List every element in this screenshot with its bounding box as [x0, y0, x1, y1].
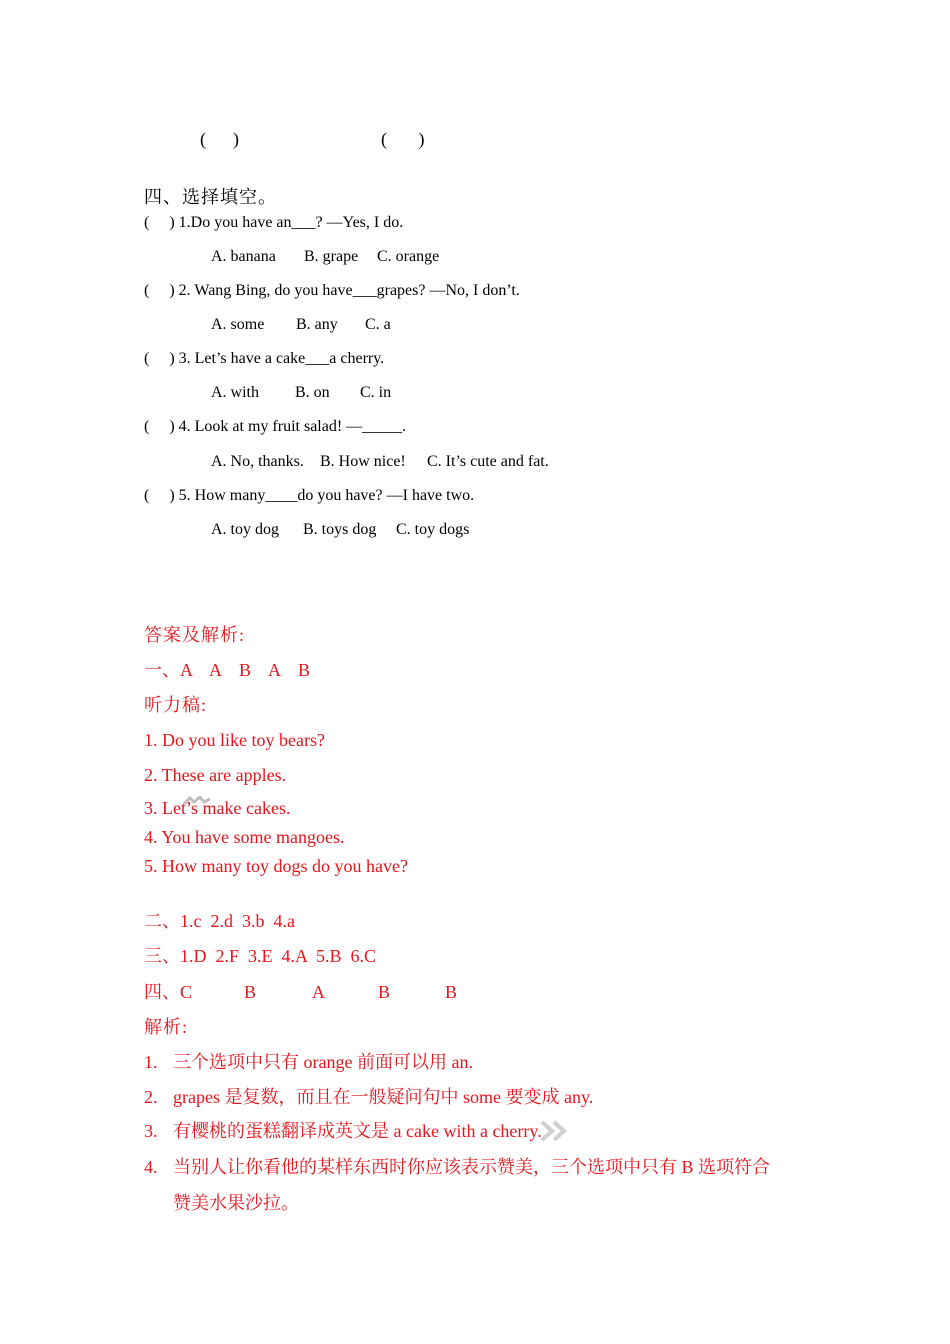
- option-c: C. It’s cute and fat.: [427, 453, 549, 470]
- question-stem: ( ) 4. Look at my fruit salad! —_____.: [144, 418, 407, 435]
- option-b: B. grape: [304, 248, 359, 265]
- answer-bracket-1: ( ): [200, 129, 239, 149]
- question-stem: ( ) 1.Do you have an___? —Yes, I do.: [144, 214, 404, 231]
- analysis-number: 1.: [144, 1052, 158, 1072]
- watermark-icon: [538, 1118, 570, 1144]
- option-b: B. toys dog: [303, 521, 377, 538]
- option-c: C. orange: [377, 248, 440, 265]
- option-a: A. toy dog: [211, 521, 279, 538]
- analysis-text-continued: 赞美水果沙拉。: [173, 1193, 299, 1213]
- listening-line: 1. Do you like toy bears?: [144, 730, 325, 750]
- option-c: C. in: [360, 384, 392, 401]
- option-a: A. some: [211, 316, 265, 333]
- option-a: A. with: [211, 384, 259, 401]
- analysis-heading: 解析:: [144, 1017, 189, 1037]
- analysis-text: 当别人让你看他的某样东西时你应该表示赞美，三个选项中只有 B 选项符合: [173, 1157, 771, 1177]
- analysis-number: 2.: [144, 1087, 158, 1107]
- question-stem: ( ) 5. How many____do you have? —I have two.: [144, 487, 475, 504]
- option-b: B. on: [295, 384, 330, 401]
- answers-part4-value: B: [244, 982, 257, 1002]
- listening-line: 2. These are apples.: [144, 765, 287, 785]
- answers-part3: 三、1.D 2.F 3.E 4.A 5.B 6.C: [144, 946, 377, 966]
- answers-part4-label: 四、C: [144, 982, 193, 1002]
- option-b: B. any: [296, 316, 338, 333]
- section-title: 四、选择填空。: [144, 187, 277, 207]
- answers-part4-value: A: [312, 982, 325, 1002]
- listening-line: 3. Let’s make cakes.: [144, 798, 291, 818]
- answers-part2: 二、1.c 2.d 3.b 4.a: [144, 911, 295, 931]
- question-stem: ( ) 2. Wang Bing, do you have___grapes? —No, I don’t.: [144, 282, 520, 299]
- answers-part1: 一、A A B A B: [144, 660, 311, 680]
- question-stem: ( ) 3. Let’s have a cake___a cherry.: [144, 350, 385, 367]
- listening-line: 4. You have some mangoes.: [144, 827, 345, 847]
- option-c: C. toy dogs: [396, 521, 470, 538]
- answer-bracket-2: ( ): [381, 129, 425, 149]
- option-c: C. a: [365, 316, 391, 333]
- answers-part4-value: B: [378, 982, 391, 1002]
- option-a: A. No, thanks.: [211, 453, 304, 470]
- listening-line: 5. How many toy dogs do you have?: [144, 856, 408, 876]
- analysis-number: 3.: [144, 1121, 158, 1141]
- listening-heading: 听力稿:: [144, 695, 208, 715]
- answers-heading: 答案及解析:: [144, 625, 246, 645]
- answers-part4-value: B: [445, 982, 458, 1002]
- analysis-text: grapes 是复数，而且在一般疑问句中 some 要变成 any.: [173, 1087, 594, 1107]
- analysis-number: 4.: [144, 1157, 158, 1177]
- analysis-text: 有樱桃的蛋糕翻译成英文是 a cake with a cherry.: [173, 1121, 542, 1141]
- analysis-text: 三个选项中只有 orange 前面可以用 an.: [173, 1052, 473, 1072]
- option-a: A. banana: [211, 248, 276, 265]
- option-b: B. How nice!: [320, 453, 406, 470]
- watermark-icon: [182, 796, 214, 808]
